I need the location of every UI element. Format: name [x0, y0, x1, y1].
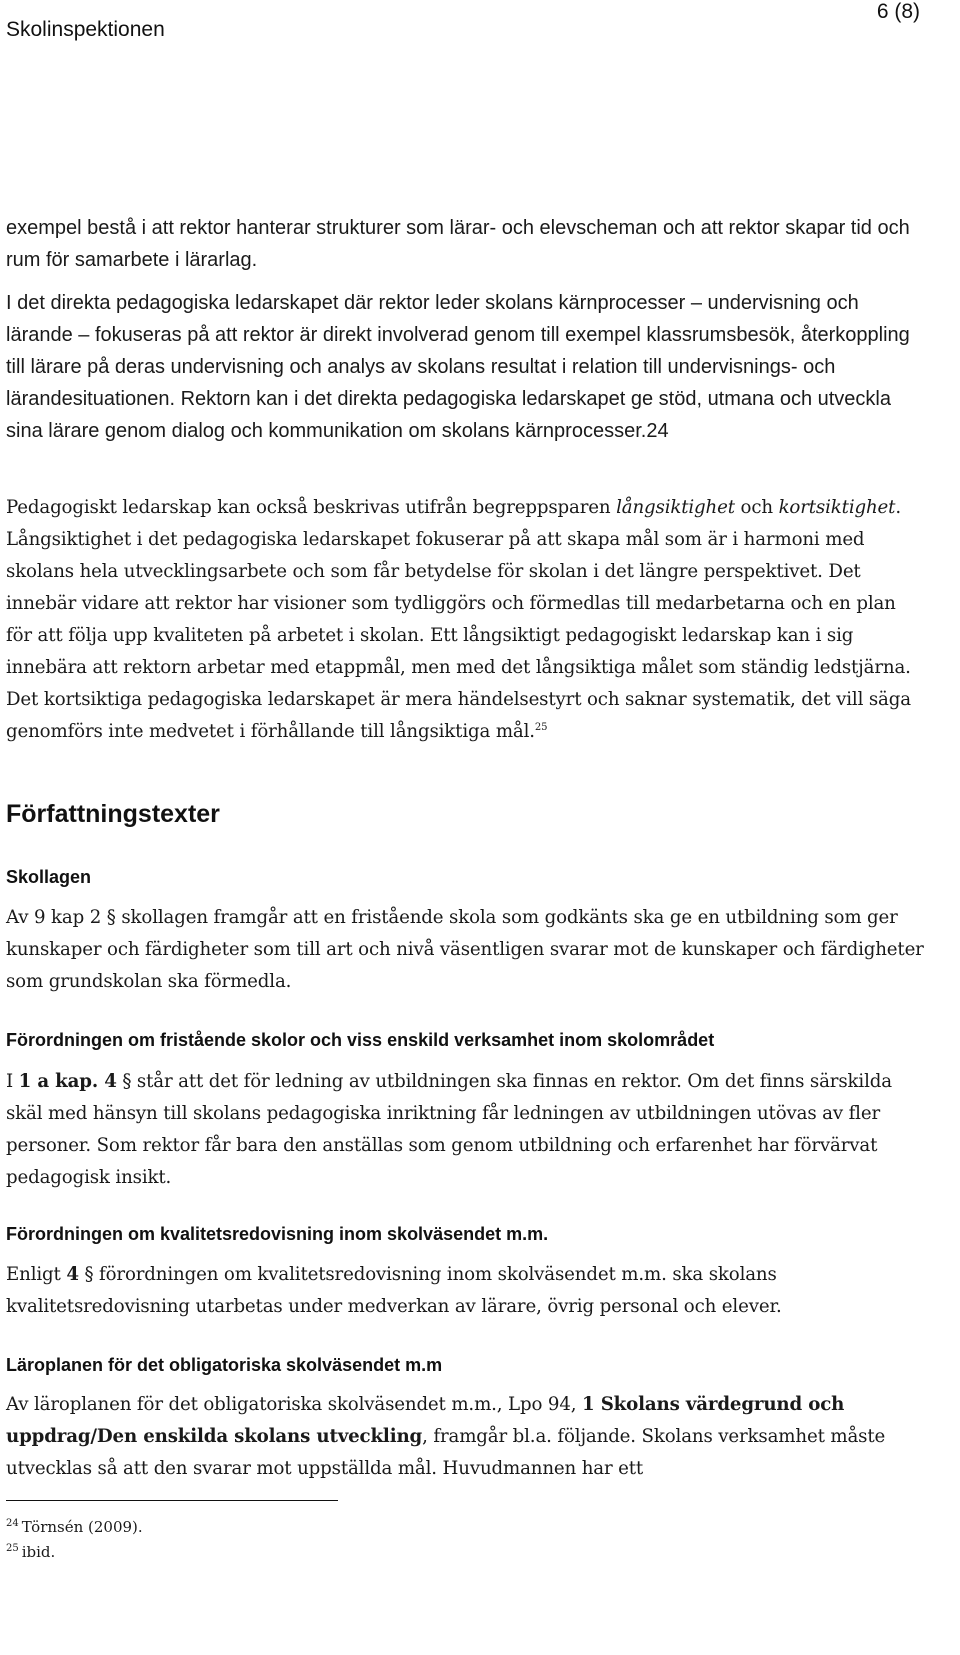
text-run: I	[6, 1071, 19, 1092]
text-run: , framgår bl.a. följande. Skolans verksamhet måste utvecklas så att den svarar mot uppställda mål. Huvudmannen har ett	[6, 1426, 886, 1479]
footnote	[6, 1543, 55, 1561]
paragraph-direct-leadership	[6, 287, 924, 447]
footnote-separator	[6, 1500, 338, 1501]
italic-term: kortsiktighet	[778, 497, 896, 518]
text-run: Pedagogiskt ledarskap kan också beskrivas utifrån begreppsparen	[6, 497, 617, 518]
paragraph-forordning-kvalitet	[6, 1259, 924, 1323]
bold-reference: 1 a kap. 4	[18, 1071, 117, 1092]
text-run: § står att det för ledning av utbildningen ska finnas en rektor. Om det finns särskilda skäl med hänsyn till skolans pedagogiska inriktning får ledningen av utbildningen utövas av fler personer. Som rektor får bara den anställas som genom utbildning och erfarenhet har förvärvat pedagogisk insikt.	[6, 1071, 892, 1188]
paragraph-text	[6, 492, 924, 748]
footnote-text: Törnsén (2009).	[21, 1518, 143, 1536]
reference-number: 24	[646, 420, 669, 442]
paragraph-text	[6, 1389, 924, 1485]
paragraph-long-short-term	[6, 492, 924, 748]
text-run: Enligt	[6, 1264, 67, 1285]
paragraph-text	[6, 1259, 924, 1323]
paragraph-skollagen	[6, 902, 924, 998]
paragraph-laroplan	[6, 1389, 924, 1485]
text-run: Av läroplanen för det obligatoriska skolväsendet m.m., Lpo 94,	[6, 1394, 583, 1415]
footnote-ref: 25	[534, 721, 548, 733]
section-heading: Författningstexter	[6, 800, 220, 828]
paragraph-intro	[6, 212, 924, 276]
footnote	[6, 1518, 143, 1536]
footnote-number: 25	[6, 1543, 19, 1554]
text-run: . Långsiktighet i det pedagogiska ledarskapet fokuserar på att skapa mål som är i harmoni med skolans hela utvecklingsarbete och som får betydelse för skolan i det längre perspektivet. Det innebär vidare att rektor har visioner som tydliggörs och förmedlas till medarbetarna och en plan för att följa upp kvaliteten på arbetet i skolan. Ett långsiktigt pedagogiskt ledarskap kan i sig innebära att rektorn arbetar med etappmål, men med det långsiktiga målet som ständig ledstjärna. Det kortsiktiga pedagogiska ledarskapet är mera händelsestyrt och saknar systematik, det vill säga genomförs inte medvetet i förhållande till långsiktiga mål.	[6, 497, 911, 742]
running-header: Skolinspektionen	[6, 18, 165, 41]
page-number: 6 (8)	[876, 0, 920, 23]
paragraph-text: exempel bestå i att rektor hanterar strukturer som lärar- och elevscheman och att rektor skapar tid och rum för samarbete i lärarlag.	[6, 217, 910, 271]
paragraph-body: I det direkta pedagogiska ledarskapet där rektor leder skolans kärnprocesser – undervisning och lärande – fokuseras på att rektor är direkt involverad genom till exempel klassrumsbesök, återkoppling till lärare på deras undervisning och analys av skolans resultat i relation till undervisnings- och lärandesituationen. Rektorn kan i det direkta pedagogiska ledarskapet ge stöd, utmana och utveckla sina lärare genom dialog och kommunikation om skolans kärnprocesser.	[6, 292, 910, 442]
footnote-text: ibid.	[21, 1543, 56, 1561]
subheading-laroplan: Läroplanen för det obligatoriska skolväsendet m.m	[6, 1355, 443, 1375]
bold-reference: 1 Skolans värdegrund och uppdrag/Den enskilda skolans utveckling	[6, 1394, 845, 1447]
paragraph-text	[6, 1066, 924, 1194]
italic-term: långsiktighet	[616, 497, 735, 518]
bold-reference: 4	[66, 1264, 79, 1285]
text-run: och	[734, 497, 779, 518]
subheading-forordning-fristaende: Förordningen om fristående skolor och viss enskild verksamhet inom skolområdet	[6, 1030, 715, 1050]
subheading-forordning-kvalitet: Förordningen om kvalitetsredovisning inom skolväsendet m.m.	[6, 1224, 549, 1244]
text-run: § förordningen om kvalitetsredovisning inom skolväsendet m.m. ska skolans kvalitetsredovisning utarbetas under medverkan av lärare, övrig personal och elever.	[6, 1264, 782, 1317]
subheading-skollagen: Skollagen	[6, 867, 92, 887]
paragraph-text	[6, 287, 924, 447]
paragraph-forordning-fristaende	[6, 1066, 924, 1194]
footnote-number: 24	[6, 1518, 19, 1529]
paragraph-text: Av 9 kap 2 § skollagen framgår att en fristående skola som godkänts ska ge en utbildning som ger kunskaper och färdigheter som till art och nivå väsentligen svarar mot de kunskaper och färdigheter som grundskolan ska förmedla.	[6, 907, 924, 992]
